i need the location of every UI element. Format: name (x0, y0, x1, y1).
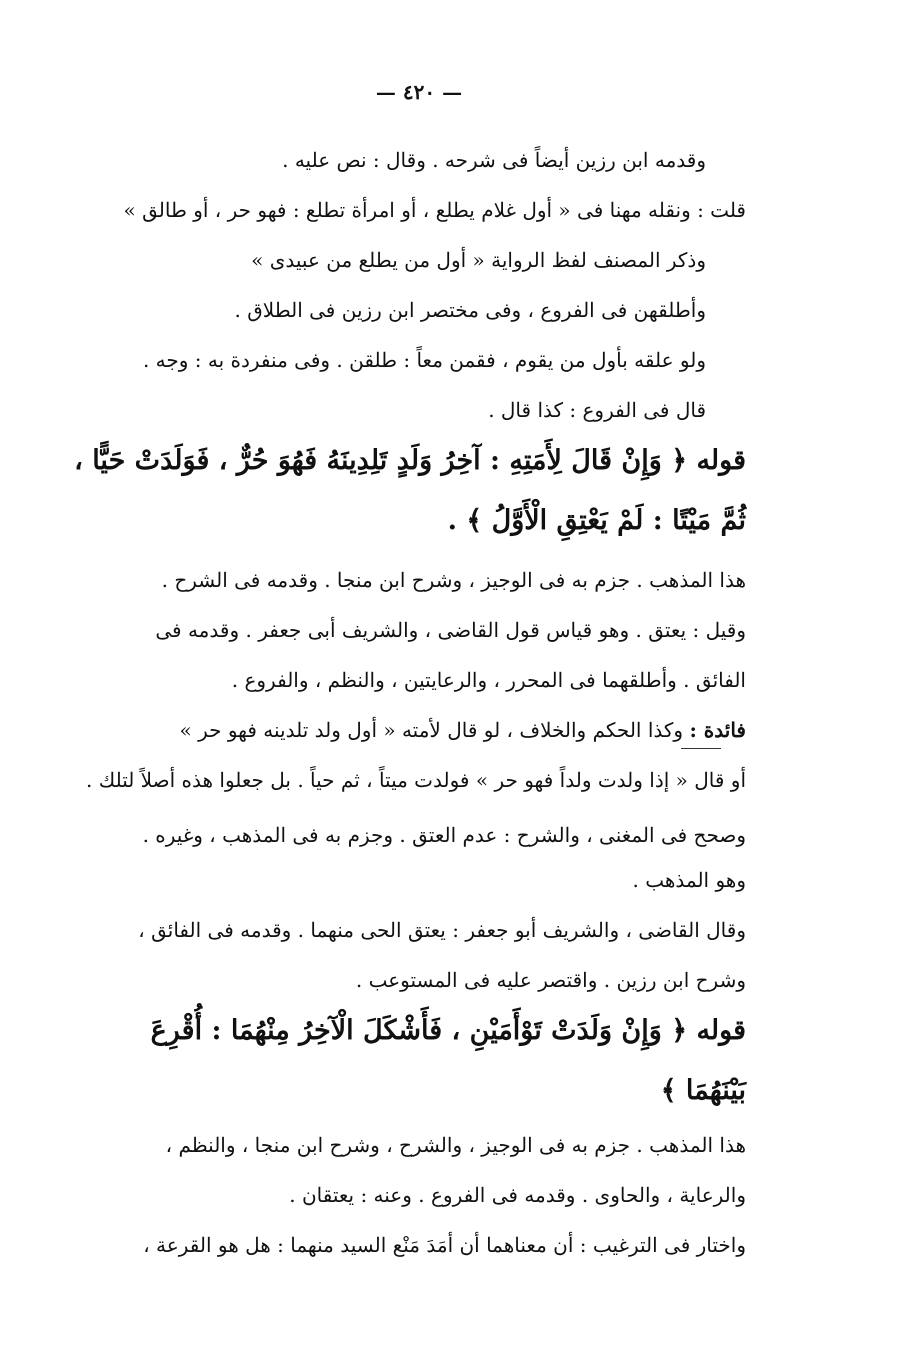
block3-line-2: والرعاية ، والحاوى . وقدمه فى الفروع . وعنه : يعتقان . (289, 1183, 746, 1207)
page-number: — ٤٢٠ — (375, 80, 463, 104)
text-line-4: وأطلقهن فى الفروع ، وفى مختصر ابن رزين فى الطلاق . (234, 298, 706, 322)
text-line-5: ولو علقه بأول من يقوم ، فقمن معاً : طلقن . وفى منفردة به : وجه . (142, 348, 706, 372)
text-line-3: وذكر المصنف لفظ الرواية « أول من يطلع من عبيدى » (251, 248, 706, 272)
quote-heading-1-line-1 (74, 445, 746, 476)
block3-line-3: واختار فى الترغيب : أن معناهما أن أمَدَ مَنْع السيد منهما : هل هو القرعة ، (143, 1233, 746, 1257)
faida-underline (681, 748, 721, 749)
faida-line-2: أو قال « إذا ولدت ولداً فهو حر » فولدت ميتاً ، ثم حياً . بل جعلوا هذه أصلاً لتلك . (86, 768, 746, 792)
quote-label: قوله (696, 445, 746, 476)
quote-text: ﴿ وَإِنْ قَالَ لِأَمَتِهِ : آخِرُ وَلَدٍ تَلِدِينَهُ فَهُوَ حُرٌّ ، فَوَلَدَتْ حَيًّا ، (74, 445, 688, 476)
text-line-1: وقدمه ابن رزين أيضاً فى شرحه . وقال : نص عليه . (282, 148, 706, 172)
block3-line-1: هذا المذهب . جزم به فى الوجيز ، والشرح ، وشرح ابن منجا ، والنظم ، (165, 1133, 746, 1157)
block1-line-2: وقيل : يعتق . وهو قياس قول القاضى ، والشريف أبى جعفر . وقدمه فى (155, 618, 746, 642)
block1-line-1: هذا المذهب . جزم به فى الوجيز ، وشرح ابن منجا . وقدمه فى الشرح . (161, 568, 746, 592)
text-line-6: قال فى الفروع : كذا قال . (488, 398, 706, 422)
block2-line-2: وشرح ابن رزين . واقتصر عليه فى المستوعب . (355, 968, 746, 992)
quote-heading-2-line-2: بَيْنَهُمَا ﴾ (660, 1075, 746, 1106)
quote-heading-2-line-1 (151, 1015, 746, 1046)
faida-text: وكذا الحكم والخلاف ، لو قال لأمته « أول ولد تلدينه فهو حر » (179, 718, 684, 742)
quote-label-2: قوله (696, 1015, 746, 1046)
quote-heading-1-line-2: ثُمَّ مَيْتًا : لَمْ يَعْتِقِ الْأَوَّلُ ﴾ . (447, 505, 746, 536)
text-line-2: قلت : ونقله مهنا فى « أول غلام يطلع ، أو امرأة تطلع : فهو حر ، أو طالق » (123, 198, 746, 222)
block2-line-1: وقال القاضى ، والشريف أبو جعفر : يعتق الحى منهما . وقدمه فى الفائق ، (138, 918, 746, 942)
quote-text-2: ﴿ وَإِنْ وَلَدَتْ تَوْأَمَيْنِ ، فَأَشْكَلَ الْآخِرُ مِنْهُمَا : أُقْرِعَ (150, 1015, 688, 1046)
block1-line-3: الفائق . وأطلقهما فى المحرر ، والرعايتين ، والنظم ، والفروع . (231, 668, 746, 692)
faida-line-1 (179, 720, 746, 740)
faida-line-4: وهو المذهب . (632, 868, 746, 892)
faida-line-3: وصحح فى المغنى ، والشرح : عدم العتق . وجزم به فى المذهب ، وغيره . (142, 823, 746, 847)
faida-label: فائدة : (689, 718, 746, 742)
